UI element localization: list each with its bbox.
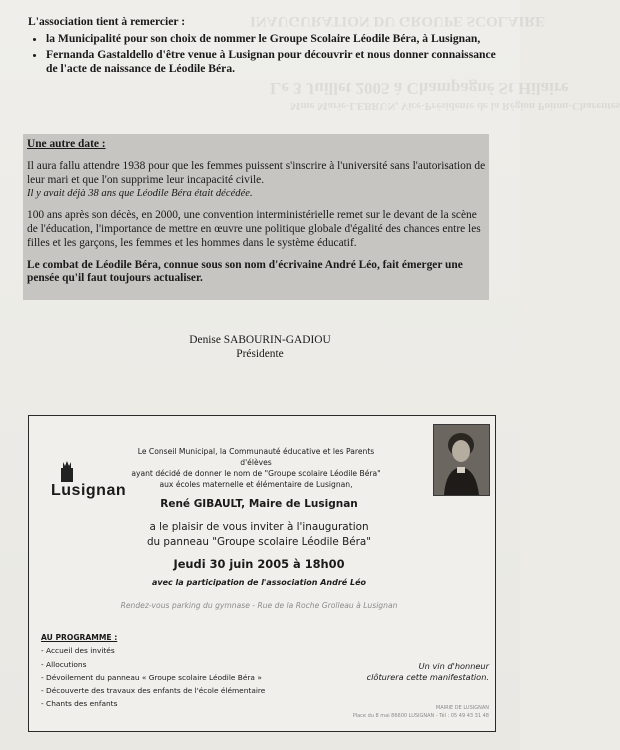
programme-item: - Accueil des invités <box>41 644 281 657</box>
another-date-heading: Une autre date : <box>27 138 106 150</box>
participation-note: avec la participation de l'association André Léo <box>151 578 367 587</box>
vin-line: clôturera cette manifestation. <box>366 672 489 682</box>
invitation-text <box>89 520 429 550</box>
programme-heading: AU PROGRAMME : <box>41 633 118 642</box>
event-date: Jeudi 30 juin 2005 à 18h00 <box>173 557 345 571</box>
paragraph-1938-note: Il y avait déjà 38 ans que Léodile Béra était décédée. <box>27 188 253 200</box>
thanks-section <box>28 15 496 78</box>
vin-d-honneur-note <box>329 661 489 683</box>
portrait-image <box>434 425 489 495</box>
leodile-bera-portrait <box>433 424 490 496</box>
signature-role: Présidente <box>236 348 284 360</box>
paragraph-combat: Le combat de Léodile Béra, connue sous son nom d'écrivaine André Léo, fait émerger une pensée qu'il faut toujours actualiser. <box>27 258 463 285</box>
bleed-through-text-2: Le 3 Juillet 2005 à Champagné St Hilaire <box>270 79 569 98</box>
meeting-point: Rendez-vous parking du gymnase - Rue de la Roche Grolleau à Lusignan <box>120 601 398 610</box>
footer-line: MAIRIE DE LUSIGNAN <box>435 705 489 711</box>
logo-text: Lusignan <box>51 482 127 499</box>
footer-line: Place du 8 mai 86600 LUSIGNAN - Tél : 05 49 43 31 48 <box>352 713 489 719</box>
paragraph-1938: Il aura fallu attendre 1938 pour que les femmes puissent s'inscrire à l'université sans l'autorisation de leur mari et que l'on supprime leur incapacité civile. <box>27 159 486 186</box>
intro-line: Le Conseil Municipal, la Communauté éducative et les Parents d'élèves <box>137 447 375 467</box>
programme-list <box>41 631 281 711</box>
thanks-list <box>28 32 496 76</box>
mairie-footer <box>329 704 489 720</box>
programme-item: - Découverte des travaux des enfants de l'école élémentaire <box>41 684 281 697</box>
invitation-card <box>28 415 496 732</box>
another-date-box <box>23 134 489 300</box>
intro-line: aux écoles maternelle et élémentaire de Lusignan, <box>159 480 353 489</box>
invitation-intro <box>121 446 391 490</box>
invitation-line: a le plaisir de vous inviter à l'inauguration <box>149 521 369 533</box>
programme-item: - Dévoilement du panneau « Groupe scolaire Léodile Béra » <box>41 671 281 684</box>
thanks-heading: L'association tient à remercier : <box>28 15 186 28</box>
lusignan-logo <box>39 440 127 499</box>
bleed-through-text-3: Mme Marie-LEBRUN, Vice-Présidente de la Région Poitou-Charentes <box>290 100 620 112</box>
paragraph-2000: 100 ans après son décès, en 2000, une convention interministérielle remet sur le devant de la scène de l'éducation, l'importance de mettre en œuvre une politique globale d'égalité des chances entre les filles et les garçons, les femmes et les hommes dans le système éducatif. <box>27 209 481 249</box>
signature-block <box>0 333 520 361</box>
thanks-item: • Fernanda Gastaldello d'être venue à Lusignan pour découvrir et nous donner connaissance de l'acte de naissance de Léodile Béra. <box>46 48 496 76</box>
vin-line: Un vin d'honneur <box>418 661 489 671</box>
castle-tower-icon <box>59 460 75 482</box>
intro-line: ayant décidé de donner le nom de "Groupe scolaire Léodile Béra" <box>131 469 381 478</box>
bleed-through-text-1: INAUGURATION DU GROUPE SCOLAIRE <box>250 13 546 29</box>
invitation-line: du panneau "Groupe scolaire Léodile Béra" <box>146 536 372 548</box>
signature-name: Denise SABOURIN-GADIOU <box>189 334 331 346</box>
programme-item: - Chants des enfants <box>41 697 281 710</box>
mayor-name: René GIBAULT, Maire de Lusignan <box>160 498 358 510</box>
thanks-item: • la Municipalité pour son choix de nommer le Groupe Scolaire Léodile Béra, à Lusignan, <box>46 32 496 46</box>
programme-item: - Allocutions <box>41 658 281 671</box>
